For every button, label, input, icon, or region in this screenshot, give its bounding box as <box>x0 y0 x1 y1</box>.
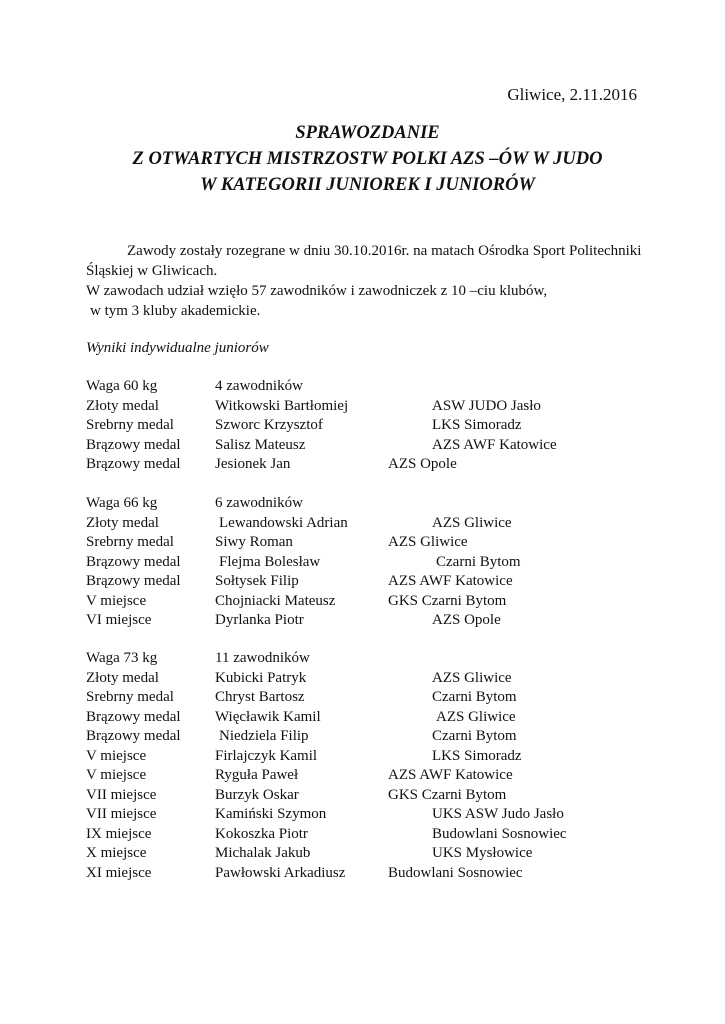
category-block-66kg <box>0 495 725 632</box>
result-name: Michalak Jakub <box>215 845 311 861</box>
result-place: V miejsce <box>86 747 147 764</box>
result-name: Flejma Bolesław <box>219 553 321 570</box>
category-block-60kg <box>0 378 725 476</box>
result-name: Lewandowski Adrian <box>219 514 348 531</box>
result-name: Kokoszka Piotr <box>215 825 308 842</box>
intro-line-1: Zawody zostały rozegrane w dniu 30.10.2016r. na matach Ośrodka Sport Politechniki Śląskiej w Gliwicach. <box>86 243 642 279</box>
result-club: AZS Gliwice <box>388 534 468 550</box>
result-place: Brązowy medal <box>86 436 181 453</box>
category-count: 4 zawodników <box>215 378 303 394</box>
result-place: IX miejsce <box>86 825 152 842</box>
result-row <box>0 728 725 748</box>
category-weight: Waga 60 kg <box>86 378 158 394</box>
result-club: AZS Gliwice <box>432 514 512 531</box>
result-club: AZS AWF Katowice <box>388 767 513 783</box>
title-line-1: SPRAWOZDANIE <box>295 123 440 143</box>
result-row <box>0 554 725 574</box>
result-place: Brązowy medal <box>86 708 181 725</box>
result-club: LKS Simoradz <box>432 417 522 433</box>
result-club: AZS AWF Katowice <box>388 573 513 589</box>
result-row <box>0 398 725 418</box>
result-row <box>0 806 725 826</box>
result-club: Czarni Bytom <box>432 689 517 705</box>
category-header <box>0 495 725 515</box>
category-header <box>0 378 725 398</box>
result-club: AZS Gliwice <box>432 669 512 686</box>
result-row <box>0 826 725 846</box>
result-row <box>0 845 725 865</box>
result-place: Srebrny medal <box>86 417 174 433</box>
result-place: Srebrny medal <box>86 534 174 550</box>
result-place: X miejsce <box>86 845 147 861</box>
result-row <box>0 456 725 476</box>
result-name: Sołtysek Filip <box>215 573 299 589</box>
result-row <box>0 437 725 457</box>
category-count: 6 zawodników <box>215 495 303 511</box>
result-row <box>0 670 725 690</box>
result-club: UKS ASW Judo Jasło <box>432 806 564 822</box>
result-place: VI miejsce <box>86 612 152 628</box>
document-date: Gliwice, 2.11.2016 <box>507 85 637 104</box>
result-club: UKS Mysłowice <box>432 845 533 861</box>
result-row <box>0 612 725 632</box>
result-club: Czarni Bytom <box>432 728 517 744</box>
result-name: Chojniacki Mateusz <box>215 592 336 609</box>
intro-paragraph <box>86 241 656 321</box>
result-club: AZS Gliwice <box>436 708 516 725</box>
result-place: Srebrny medal <box>86 689 174 705</box>
result-name: Dyrlanka Piotr <box>215 612 304 628</box>
results-subtitle: Wyniki indywidualne juniorów <box>86 340 269 356</box>
result-row <box>0 767 725 787</box>
intro-line-3: w tym 3 kluby akademickie. <box>90 303 261 319</box>
result-row <box>0 515 725 535</box>
result-club: AZS Opole <box>432 612 501 628</box>
result-place: XI miejsce <box>86 864 152 881</box>
result-place: Złoty medal <box>86 669 159 686</box>
result-name: Kubicki Patryk <box>215 669 307 686</box>
result-name: Więcławik Kamil <box>215 708 321 725</box>
category-weight: Waga 66 kg <box>86 495 158 511</box>
result-place: Złoty medal <box>86 514 159 531</box>
result-name: Niedziela Filip <box>219 728 309 744</box>
title-line-3: W KATEGORII JUNIOREK I JUNIORÓW <box>200 175 535 195</box>
result-name: Ryguła Paweł <box>215 767 299 783</box>
result-club: LKS Simoradz <box>432 747 522 764</box>
result-club: GKS Czarni Bytom <box>388 592 507 609</box>
result-row <box>0 787 725 807</box>
result-name: Salisz Mateusz <box>215 436 306 453</box>
result-place: Złoty medal <box>86 397 159 414</box>
result-name: Jesionek Jan <box>215 456 291 472</box>
result-row <box>0 689 725 709</box>
result-place: Brązowy medal <box>86 573 181 589</box>
result-name: Siwy Roman <box>215 534 293 550</box>
result-row <box>0 748 725 768</box>
result-row <box>0 573 725 593</box>
category-header <box>0 650 725 670</box>
result-name: Burzyk Oskar <box>215 786 299 803</box>
result-name: Witkowski Bartłomiej <box>215 397 349 414</box>
result-row <box>0 865 725 885</box>
result-row <box>0 593 725 613</box>
result-club: GKS Czarni Bytom <box>388 786 507 803</box>
result-row <box>0 417 725 437</box>
document-title <box>0 120 725 198</box>
category-weight: Waga 73 kg <box>86 650 158 666</box>
category-count: 11 zawodników <box>215 650 310 666</box>
result-place: V miejsce <box>86 767 147 783</box>
result-name: Kamiński Szymon <box>215 806 327 822</box>
result-club: Czarni Bytom <box>436 553 521 570</box>
result-name: Firlajczyk Kamil <box>215 747 318 764</box>
result-place: VII miejsce <box>86 806 157 822</box>
result-club: Budowlani Sosnowiec <box>388 864 523 881</box>
result-club: Budowlani Sosnowiec <box>432 825 567 842</box>
intro-line-2: W zawodach udział wzięło 57 zawodników i zawodniczek z 10 –ciu klubów, <box>86 283 548 299</box>
result-club: AZS Opole <box>388 456 457 472</box>
category-block-73kg <box>0 650 725 884</box>
result-club: ASW JUDO Jasło <box>432 397 541 414</box>
result-place: Brązowy medal <box>86 456 181 472</box>
title-line-2: Z OTWARTYCH MISTRZOSTW POLKI AZS –ÓW W JUDO <box>132 149 603 169</box>
result-name: Szworc Krzysztof <box>215 417 323 433</box>
result-row <box>0 534 725 554</box>
result-place: Brązowy medal <box>86 728 181 744</box>
result-place: Brązowy medal <box>86 553 181 570</box>
result-place: V miejsce <box>86 592 147 609</box>
result-place: VII miejsce <box>86 786 157 803</box>
result-club: AZS AWF Katowice <box>432 436 557 453</box>
result-row <box>0 709 725 729</box>
result-name: Pawłowski Arkadiusz <box>215 864 346 881</box>
result-name: Chryst Bartosz <box>215 689 305 705</box>
